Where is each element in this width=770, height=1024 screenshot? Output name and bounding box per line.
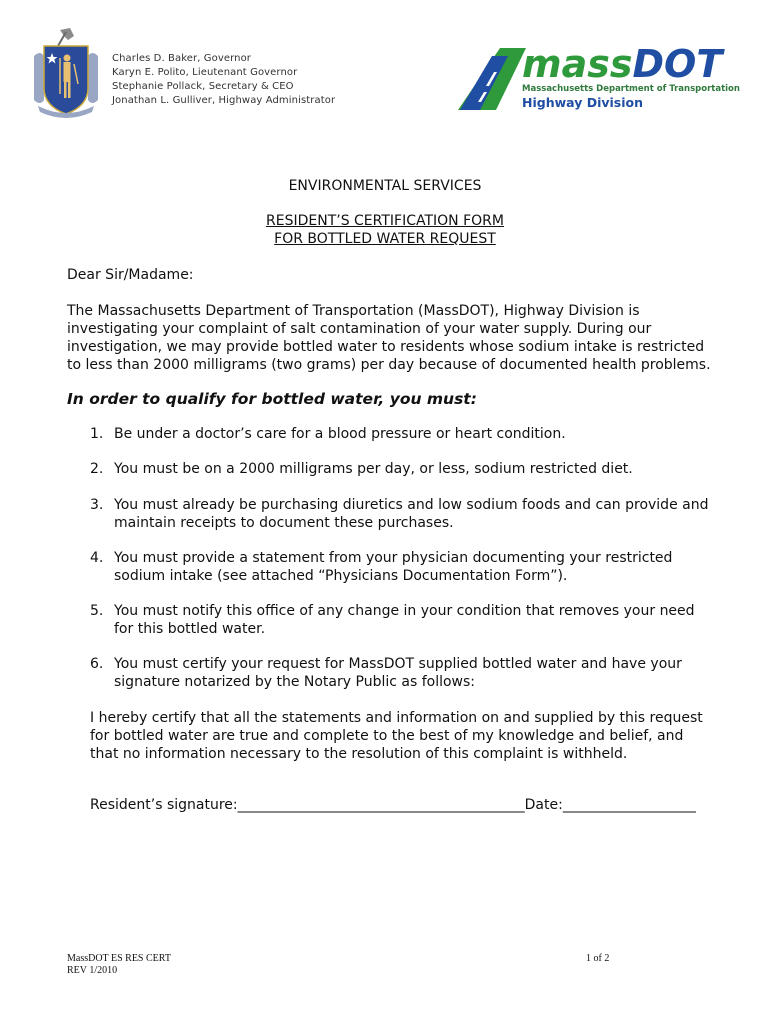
official-secretary: Stephanie Pollack, Secretary & CEO bbox=[112, 81, 294, 92]
qualify-heading: In order to qualify for bottled water, you must: bbox=[67, 390, 477, 408]
massdot-logo bbox=[456, 40, 746, 116]
requirement-number: 3. bbox=[90, 497, 104, 513]
officials-list bbox=[112, 52, 335, 108]
footer-page-number: 1 of 2 bbox=[586, 953, 610, 964]
form-title-line-1: RESIDENT’S CERTIFICATION FORM bbox=[266, 213, 504, 229]
requirement-text: You must be on a 2000 milligrams per day, or less, sodium restricted diet. bbox=[114, 461, 633, 477]
official-lieutenant-governor: Karyn E. Polito, Lieutenant Governor bbox=[112, 67, 298, 78]
logo-wordmark bbox=[522, 42, 722, 86]
official-governor: Charles D. Baker, Governor bbox=[112, 53, 252, 64]
requirement-number: 4. bbox=[90, 550, 104, 566]
massachusetts-state-seal-icon bbox=[30, 26, 102, 118]
logo-word-mass: mass bbox=[522, 42, 633, 86]
date-field[interactable]: ___________________ bbox=[562, 797, 696, 813]
greeting: Dear Sir/Madame: bbox=[67, 267, 194, 283]
requirement-text: Be under a doctor’s care for a blood pressure or heart condition. bbox=[114, 426, 566, 442]
intro-paragraph: The Massachusetts Department of Transportation (MassDOT), Highway Division is investigating your complaint of salt contamination of your water supply. During our investigation, we may provide bottled water to residents whose sodium intake is restricted to less than 2000 milligrams (two grams) per day because of documented health problems. bbox=[67, 303, 711, 373]
signature-label: Resident’s signature: bbox=[90, 797, 238, 813]
requirement-text: You must provide a statement from your physician documenting your restricted sodium intake (see attached “Physicians Documentation Form”). bbox=[114, 550, 673, 584]
requirement-number: 1. bbox=[90, 426, 104, 442]
requirement-text: You must notify this office of any change in your condition that removes your need for this bottled water. bbox=[114, 603, 695, 637]
footer-revision: REV 1/2010 bbox=[67, 965, 118, 976]
date-label: Date: bbox=[524, 797, 563, 813]
logo-word-dot: DOT bbox=[632, 42, 723, 86]
highway-road-icon bbox=[456, 46, 526, 112]
form-title-line-2: FOR BOTTLED WATER REQUEST bbox=[274, 231, 496, 247]
requirement-number: 6. bbox=[90, 656, 104, 672]
footer-doc-code: MassDOT ES RES CERT bbox=[67, 953, 171, 964]
official-highway-administrator: Jonathan L. Gulliver, Highway Administrator bbox=[112, 95, 336, 106]
section-title: ENVIRONMENTAL SERVICES bbox=[288, 178, 482, 194]
requirement-text: You must certify your request for MassDOT supplied bottled water and have your signature notarized by the Notary Public as follows: bbox=[114, 656, 682, 690]
logo-division: Highway Division bbox=[522, 95, 643, 110]
logo-subtitle: Massachusetts Department of Transportation bbox=[522, 84, 740, 94]
certification-statement: I hereby certify that all the statements and information on and supplied by this request for bottled water are true and complete to the best of my knowledge and belief, and that no information necessary to the resolution of this complaint is withheld. bbox=[90, 710, 703, 762]
requirement-number: 5. bbox=[90, 603, 104, 619]
requirement-text: You must already be purchasing diuretics and low sodium foods and can provide and maintain receipts to document these purchases. bbox=[114, 497, 709, 531]
signature-line bbox=[90, 796, 715, 814]
requirement-number: 2. bbox=[90, 461, 104, 477]
signature-field[interactable]: _________________________________________ bbox=[237, 797, 525, 813]
footer-doc-info bbox=[67, 953, 171, 977]
